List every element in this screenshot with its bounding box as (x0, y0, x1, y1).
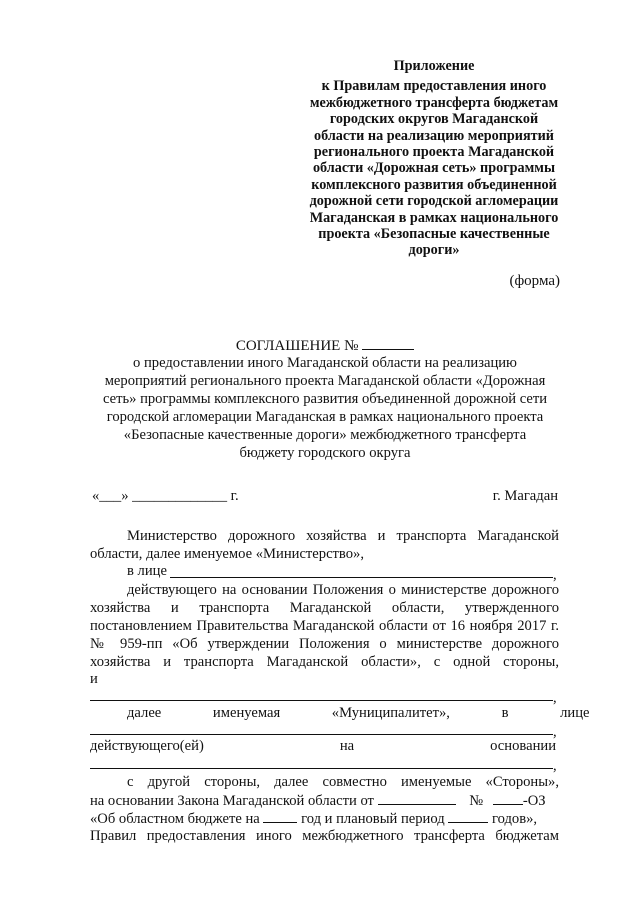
body-line: далее именуемая «Муниципалитет», в лице (127, 705, 590, 721)
body-line: хозяйства и транспорта Магаданской области», с одной стороны, (90, 654, 559, 670)
appendix-line: области на реализацию мероприятий (314, 127, 554, 144)
body-line: № 959-пп «Об утверждении Положения о министерстве дорожного (90, 636, 559, 652)
body-line: хозяйства и транспорта Магаданской области, утвержденного (90, 600, 559, 616)
appendix-line: межбюджетного трансферта бюджетам (309, 94, 559, 111)
in-person-label: в лице (127, 563, 167, 579)
budget-text: «Об областном бюджете на (90, 811, 260, 827)
subtitle-line: «Безопасные качественные дороги» межбюджетного трансферта (123, 427, 527, 443)
subtitle-line: бюджету городского округа (239, 445, 411, 461)
budget-years-text: годов», (491, 811, 538, 827)
appendix-line: дороги» (408, 242, 460, 259)
comma: , (553, 724, 557, 740)
agreement-city: г. Магадан (492, 488, 558, 504)
body-line: постановлением Правительства Магаданской области от 16 ноября 2017 г. (90, 618, 559, 634)
comma: , (553, 690, 557, 706)
appendix-line: к Правилам предоставления иного (321, 78, 547, 95)
body-line (90, 810, 559, 828)
law-number-sign: № (469, 793, 484, 809)
agreement-date: «___» _____________ г. (92, 488, 239, 504)
subtitle-line: о предоставлении иного Магаданской области на реализацию (133, 355, 517, 371)
comma: , (553, 567, 557, 583)
subtitle-line: мероприятий регионального проекта Магаданской области «Дорожная (104, 373, 546, 389)
agreement-heading (90, 336, 560, 355)
appendix-title: Приложение (393, 58, 475, 74)
body-line: и (90, 671, 98, 687)
comma: , (553, 758, 557, 774)
law-text: на основании Закона Магаданской области от (90, 793, 374, 809)
appendix-line: комплексного развития объединенной (311, 176, 557, 193)
budget-year-blank (263, 810, 297, 823)
appendix-block (300, 58, 568, 259)
body-line: действующего(ей) на основании (90, 738, 556, 754)
agreement-number-blank (362, 336, 414, 350)
appendix-line: городских округов Магаданской (329, 111, 539, 128)
fill-line (170, 577, 553, 578)
law-suffix: -ОЗ (522, 793, 546, 809)
budget-period-text: год и плановый период (301, 811, 445, 827)
body-line: действующего на основании Положения о министерстве дорожного (127, 582, 559, 598)
form-label: (форма) (509, 273, 560, 289)
body-line: с другой стороны, далее совместно именуемые «Стороны», (127, 774, 559, 790)
appendix-line: проекта «Безопасные качественные (318, 226, 550, 243)
body-line: области, далее именуемое «Министерство», (90, 546, 364, 562)
subtitle-line: сеть» программы комплексного развития объединенной дорожной сети (102, 391, 548, 407)
fill-line (90, 734, 553, 735)
agreement-subtitle (90, 354, 560, 462)
appendix-line: дорожной сети городской агломерации (309, 193, 559, 210)
fill-line (90, 700, 553, 701)
budget-period-blank (448, 810, 488, 823)
agreement-title: СОГЛАШЕНИЕ № (235, 338, 359, 354)
body-line (90, 792, 559, 810)
body-line: Правил предоставления иного межбюджетного трансферта бюджетам (90, 828, 559, 844)
appendix-line: регионального проекта Магаданской (313, 144, 555, 161)
body-line: Министерство дорожного хозяйства и транспорта Магаданской (127, 528, 559, 544)
fill-line (90, 768, 553, 769)
law-number-blank (493, 792, 523, 805)
date-place-row (92, 488, 558, 505)
appendix-line: области «Дорожная сеть» программы (312, 160, 556, 177)
appendix-line: Магаданская в рамках национального (309, 209, 559, 226)
law-date-blank (378, 792, 456, 805)
subtitle-line: городской агломерации Магаданская в рамках национального проекта (106, 409, 544, 425)
